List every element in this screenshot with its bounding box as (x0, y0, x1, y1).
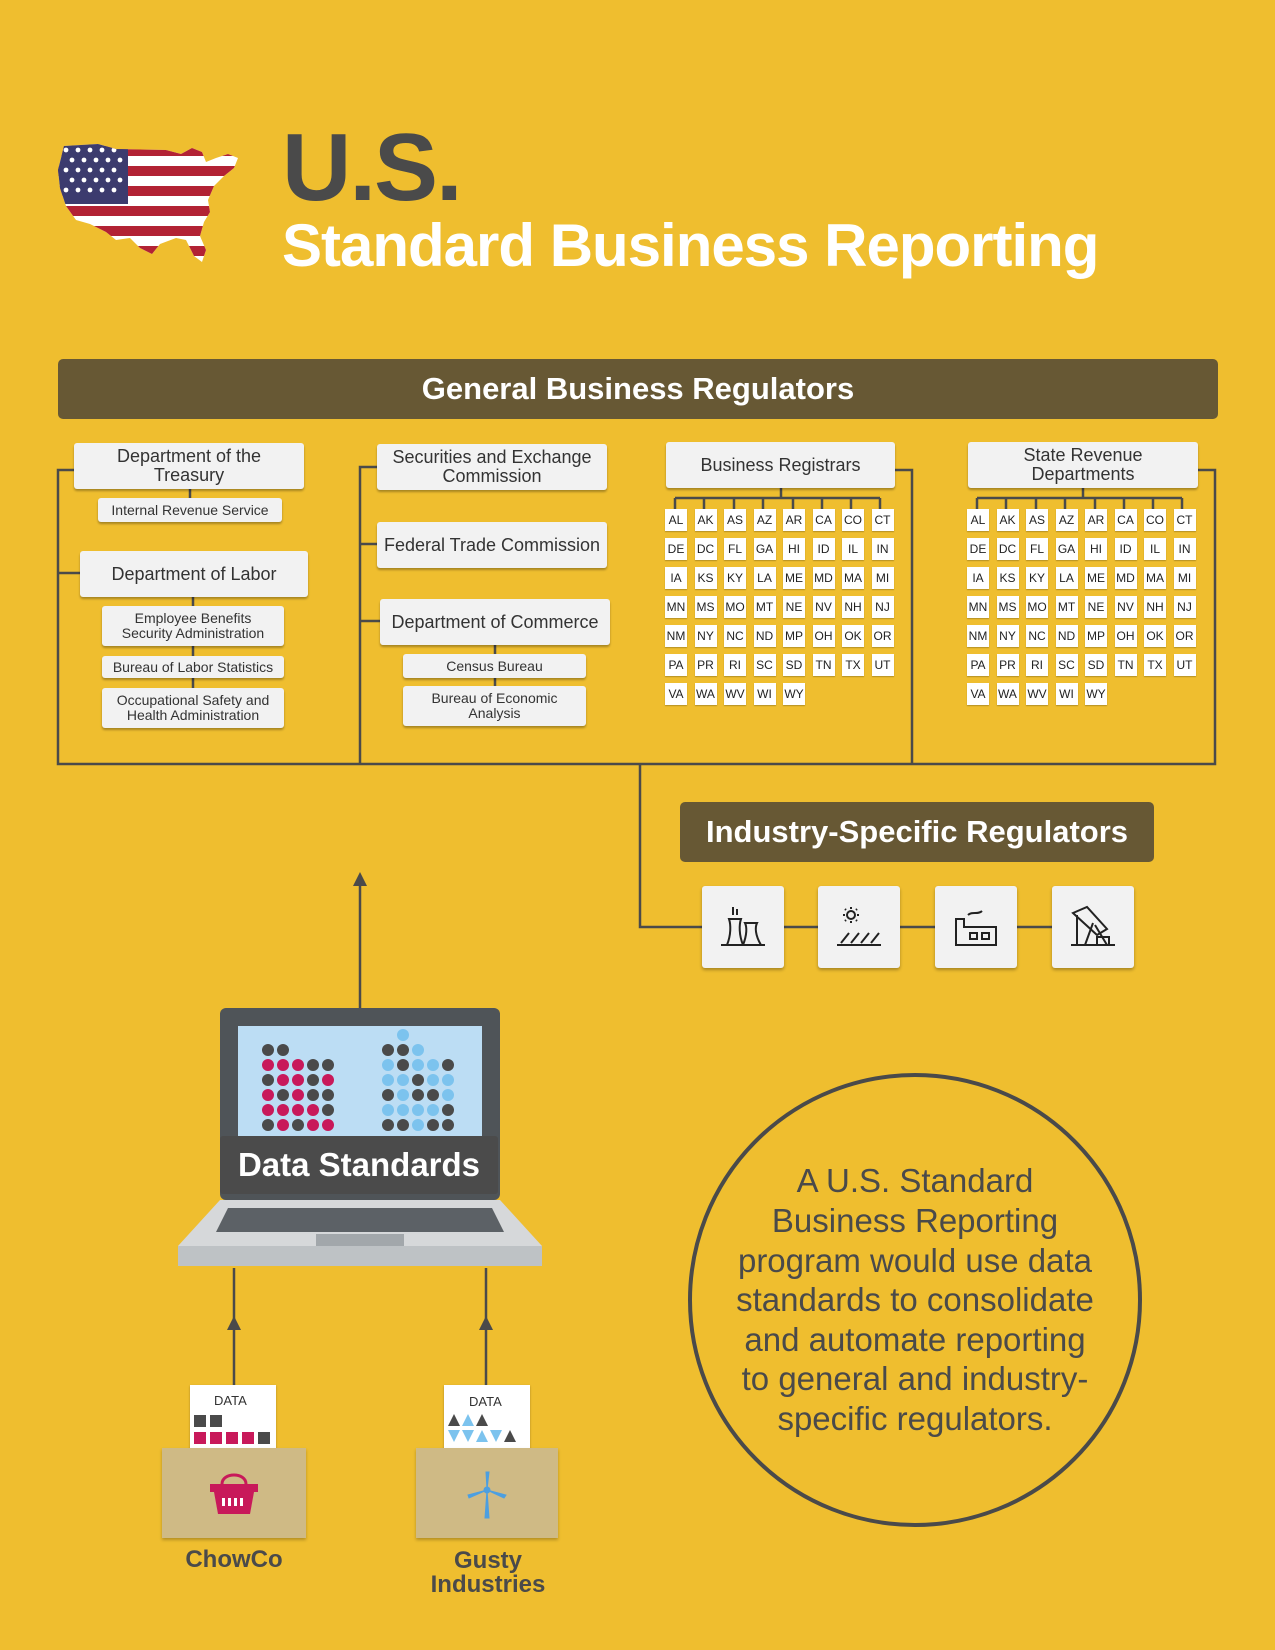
data-dot (322, 1059, 334, 1071)
state-cell: SD (1085, 654, 1107, 676)
state-cell: MS (997, 596, 1019, 618)
data-dot (277, 1044, 289, 1056)
data-dot (277, 1074, 289, 1086)
state-cell: OK (842, 625, 864, 647)
state-cell: MT (1056, 596, 1078, 618)
basket-icon (208, 1470, 260, 1516)
state-cell: AS (724, 509, 746, 531)
state-cell: FL (1026, 538, 1048, 560)
state-cell: GA (754, 538, 776, 560)
data-dots-pattern (238, 1026, 482, 1136)
wind-turbine-icon (464, 1470, 510, 1520)
state-cell: KY (724, 567, 746, 589)
state-cell: WI (1056, 683, 1078, 705)
state-cell: NM (967, 625, 989, 647)
data-dot (307, 1089, 319, 1101)
state-cell: NJ (872, 596, 894, 618)
state-cell: WA (997, 683, 1019, 705)
state-cell: UT (1174, 654, 1196, 676)
state-cell: NE (783, 596, 805, 618)
chowco-doc-label: DATA (214, 1393, 247, 1408)
summary-circle (688, 1073, 1142, 1527)
state-cell: TX (1144, 654, 1166, 676)
state-cell: WY (783, 683, 805, 705)
card-ftc: Federal Trade Commission (377, 522, 607, 568)
state-cell: NH (842, 596, 864, 618)
state-cell: MP (1085, 625, 1107, 647)
state-cell: IL (1144, 538, 1166, 560)
state-cell: MI (872, 567, 894, 589)
state-cell: NC (724, 625, 746, 647)
state-cell: HI (1085, 538, 1107, 560)
data-dot (442, 1089, 454, 1101)
state-cell: ME (1085, 567, 1107, 589)
state-cell: CA (813, 509, 835, 531)
state-cell: MP (783, 625, 805, 647)
state-cell: IL (842, 538, 864, 560)
state-cell: MI (1174, 567, 1196, 589)
card-irs: Internal Revenue Service (98, 498, 282, 522)
data-dot (292, 1089, 304, 1101)
state-cell: KY (1026, 567, 1048, 589)
state-cell: CT (1174, 509, 1196, 531)
state-cell: NV (813, 596, 835, 618)
state-cell: AR (783, 509, 805, 531)
data-dot (262, 1089, 274, 1101)
state-cell: RI (724, 654, 746, 676)
state-cell: ID (813, 538, 835, 560)
state-cell: MT (754, 596, 776, 618)
state-cell: WA (695, 683, 717, 705)
state-cell: WY (1085, 683, 1107, 705)
state-cell: OR (1174, 625, 1196, 647)
industry-tile-factory (935, 886, 1017, 968)
data-dot (442, 1119, 454, 1131)
state-cell: MO (724, 596, 746, 618)
data-dot (382, 1074, 394, 1086)
state-cell: PA (967, 654, 989, 676)
data-dot (412, 1089, 424, 1101)
card-sec: Securities and Exchange Commission (377, 444, 607, 490)
data-dot (412, 1044, 424, 1056)
data-dot (277, 1119, 289, 1131)
state-cell: UT (872, 654, 894, 676)
card-state-revenue: State Revenue Departments (968, 442, 1198, 488)
data-dot (262, 1074, 274, 1086)
card-commerce: Department of Commerce (380, 599, 610, 645)
card-ebsa: Employee Benefits Security Administration (102, 606, 284, 646)
business-registrars-grid (665, 509, 894, 705)
data-dot (442, 1104, 454, 1116)
data-dot (277, 1104, 289, 1116)
data-dot (322, 1074, 334, 1086)
card-bls: Bureau of Labor Statistics (102, 656, 284, 678)
state-cell: TN (813, 654, 835, 676)
state-cell: TX (842, 654, 864, 676)
card-bea: Bureau of Economic Analysis (403, 686, 586, 726)
state-cell: WV (724, 683, 746, 705)
data-dot (427, 1059, 439, 1071)
state-cell: NJ (1174, 596, 1196, 618)
data-dot (427, 1119, 439, 1131)
data-dot (412, 1119, 424, 1131)
state-cell: VA (665, 683, 687, 705)
state-cell: IN (872, 538, 894, 560)
state-cell: CA (1115, 509, 1137, 531)
state-cell: KS (997, 567, 1019, 589)
state-cell: HI (783, 538, 805, 560)
company-name-gusty: Gusty Industries (430, 1547, 546, 1598)
data-dot (322, 1119, 334, 1131)
state-cell: NY (997, 625, 1019, 647)
state-cell: SC (1056, 654, 1078, 676)
state-cell: VA (967, 683, 989, 705)
state-cell: DE (665, 538, 687, 560)
state-cell: NV (1115, 596, 1137, 618)
data-dot (397, 1044, 409, 1056)
data-dot (292, 1119, 304, 1131)
company-name-chowco: ChowCo (185, 1546, 283, 1573)
state-cell: ME (783, 567, 805, 589)
data-dot (277, 1059, 289, 1071)
industry-tile-solar (818, 886, 900, 968)
title-standard-business-reporting: Standard Business Reporting (282, 212, 1099, 279)
state-cell: TN (1115, 654, 1137, 676)
state-cell: LA (754, 567, 776, 589)
data-dot (382, 1104, 394, 1116)
power-plant-icon (717, 905, 769, 949)
data-dot (292, 1104, 304, 1116)
state-cell: IA (967, 567, 989, 589)
state-cell: AL (967, 509, 989, 531)
state-cell: NM (665, 625, 687, 647)
state-cell: PR (997, 654, 1019, 676)
state-cell: MD (1115, 567, 1137, 589)
state-cell: MA (842, 567, 864, 589)
summary-text: A U.S. Standard Business Reporting program would use data standards to consolidate and automate reporting to general and industry-specific regulators. (736, 1162, 1094, 1437)
state-cell: MN (967, 596, 989, 618)
state-cell: DC (695, 538, 717, 560)
card-census: Census Bureau (403, 654, 586, 678)
gusty-doc-label: DATA (469, 1394, 502, 1409)
industry-regulators-banner: Industry-Specific Regulators (680, 802, 1154, 862)
state-cell: PR (695, 654, 717, 676)
title-us: U.S. (282, 114, 461, 221)
state-cell: ID (1115, 538, 1137, 560)
oil-pump-icon (1067, 905, 1119, 949)
data-dot (382, 1089, 394, 1101)
state-cell: AZ (754, 509, 776, 531)
data-dot (427, 1089, 439, 1101)
state-cell: IA (665, 567, 687, 589)
state-cell: MN (665, 596, 687, 618)
data-dot (262, 1104, 274, 1116)
data-dot (382, 1059, 394, 1071)
data-dot (412, 1074, 424, 1086)
data-dot (412, 1104, 424, 1116)
data-dot (322, 1104, 334, 1116)
solar-field-icon (833, 905, 885, 949)
card-treasury: Department of the Treasury (74, 443, 304, 489)
data-dot (382, 1119, 394, 1131)
gusty-doc-triangles (448, 1414, 528, 1448)
state-cell: MO (1026, 596, 1048, 618)
state-cell: WI (754, 683, 776, 705)
state-cell: SC (754, 654, 776, 676)
state-cell: PA (665, 654, 687, 676)
data-dot (292, 1059, 304, 1071)
state-cell: NC (1026, 625, 1048, 647)
data-dot (397, 1089, 409, 1101)
state-cell: OH (1115, 625, 1137, 647)
data-dot (322, 1089, 334, 1101)
data-dot (397, 1074, 409, 1086)
state-cell: CO (1144, 509, 1166, 531)
data-dot (412, 1059, 424, 1071)
data-dot (397, 1059, 409, 1071)
state-cell: NH (1144, 596, 1166, 618)
state-cell: DC (997, 538, 1019, 560)
data-dot (307, 1119, 319, 1131)
data-dot (397, 1104, 409, 1116)
factory-icon (950, 905, 1002, 949)
state-cell: NE (1085, 596, 1107, 618)
state-cell: CO (842, 509, 864, 531)
state-cell: CT (872, 509, 894, 531)
state-cell: NY (695, 625, 717, 647)
state-revenue-grid (967, 509, 1196, 705)
data-dot (292, 1074, 304, 1086)
data-dot (397, 1119, 409, 1131)
state-cell: AK (695, 509, 717, 531)
card-business-registrars: Business Registrars (666, 442, 895, 488)
state-cell: SD (783, 654, 805, 676)
data-dot (397, 1029, 409, 1041)
us-flag-map-icon (56, 140, 242, 266)
state-cell: AS (1026, 509, 1048, 531)
data-standards-label: Data Standards (220, 1136, 498, 1194)
state-cell: MA (1144, 567, 1166, 589)
data-dot (262, 1119, 274, 1131)
industry-tile-oil (1052, 886, 1134, 968)
data-dot (277, 1089, 289, 1101)
state-cell: WV (1026, 683, 1048, 705)
data-dot (442, 1074, 454, 1086)
state-cell: FL (724, 538, 746, 560)
state-cell: OK (1144, 625, 1166, 647)
state-cell: AR (1085, 509, 1107, 531)
data-dot (307, 1059, 319, 1071)
state-cell: GA (1056, 538, 1078, 560)
data-dot (262, 1059, 274, 1071)
chowco-doc-blocks (194, 1415, 274, 1449)
data-dot (382, 1044, 394, 1056)
state-cell: ND (754, 625, 776, 647)
data-dot (442, 1059, 454, 1071)
data-dot (427, 1074, 439, 1086)
card-osha: Occupational Safety and Health Administration (102, 688, 284, 728)
state-cell: OH (813, 625, 835, 647)
state-cell: RI (1026, 654, 1048, 676)
state-cell: AK (997, 509, 1019, 531)
data-dot (427, 1104, 439, 1116)
state-cell: MS (695, 596, 717, 618)
state-cell: KS (695, 567, 717, 589)
state-cell: IN (1174, 538, 1196, 560)
state-cell: LA (1056, 567, 1078, 589)
card-labor: Department of Labor (80, 551, 308, 597)
state-cell: DE (967, 538, 989, 560)
state-cell: AL (665, 509, 687, 531)
state-cell: AZ (1056, 509, 1078, 531)
state-cell: OR (872, 625, 894, 647)
state-cell: MD (813, 567, 835, 589)
state-cell: ND (1056, 625, 1078, 647)
data-dot (307, 1104, 319, 1116)
general-regulators-banner: General Business Regulators (58, 359, 1218, 419)
industry-tile-power (702, 886, 784, 968)
data-dot (262, 1044, 274, 1056)
data-dot (307, 1074, 319, 1086)
